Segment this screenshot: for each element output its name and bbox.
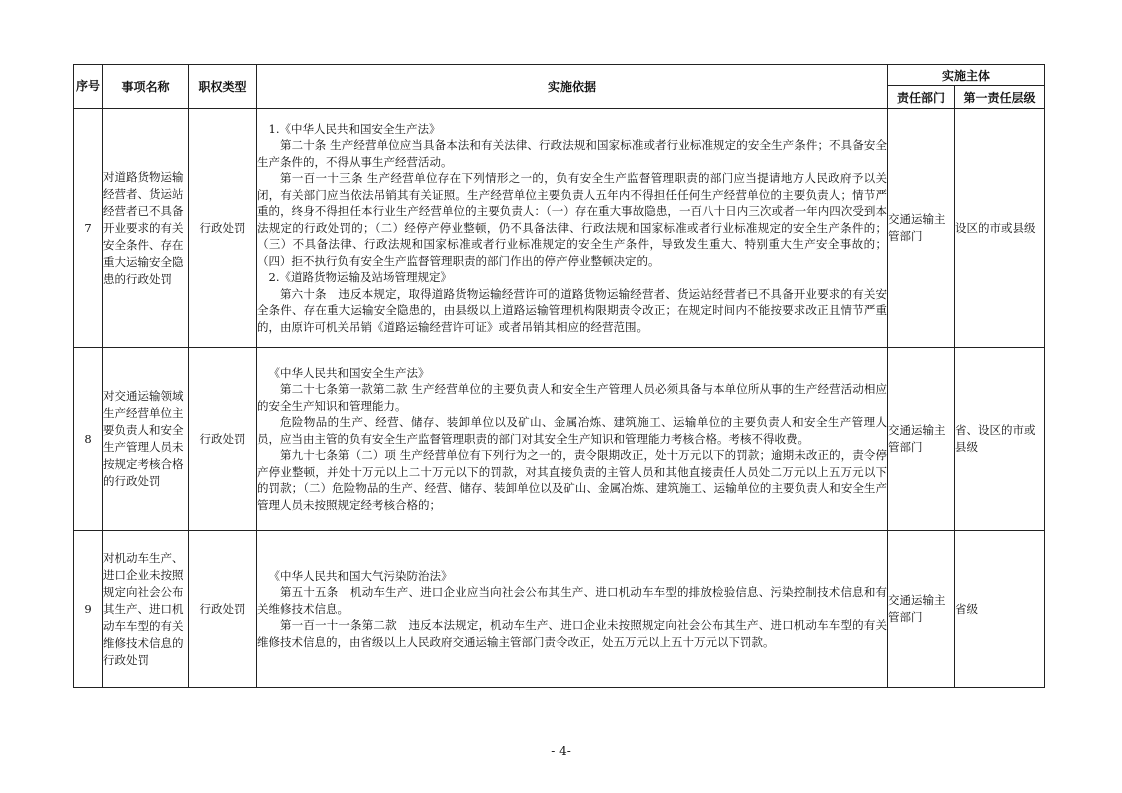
row-item-name: 对道路货物运输经营者、货运站经营者已不具备开业要求的有关安全条件、存在重大运输安全隐患的行政处罚 bbox=[103, 109, 189, 348]
row-level: 设区的市或县级 bbox=[955, 109, 1045, 348]
basis-law-title: 2.《道路货物运输及站场管理规定》 bbox=[268, 270, 452, 285]
table-row bbox=[74, 348, 1045, 531]
row-dept: 交通运输主管部门 bbox=[888, 109, 955, 348]
table-row bbox=[74, 531, 1045, 688]
row-seq: 9 bbox=[74, 531, 103, 688]
row-basis bbox=[257, 109, 888, 348]
header-subject: 实施主体 bbox=[888, 65, 1045, 86]
row-basis bbox=[257, 348, 888, 531]
header-seq: 序号 bbox=[74, 65, 103, 109]
row-power-type: 行政处罚 bbox=[189, 109, 257, 348]
enforcement-table bbox=[73, 64, 1045, 688]
basis-paragraph: 第六十条 违反本规定，取得道路货物运输经营许可的道路货物运输经营者、货运站经营者已不具备开业要求的有关安全条件、存在重大运输安全隐患的，由县级以上道路运输管理机构限期责令改正；在规定时间内不能按要求改正且情节严重的，由原许可机关吊销《道路运输经营许可证》或者吊销其相应的经营范围。 bbox=[257, 286, 887, 334]
basis-paragraph: 第二十条 生产经营单位应当具备本法和有关法律、行政法规和国家标准或者行业标准规定的安全生产条件；不具备安全生产条件的，不得从事生产经营活动。 bbox=[257, 138, 887, 169]
row-dept: 交通运输主管部门 bbox=[888, 348, 955, 531]
basis-law-title: 《中华人民共和国安全生产法》 bbox=[268, 365, 430, 380]
row-power-type: 行政处罚 bbox=[189, 531, 257, 688]
header-basis: 实施依据 bbox=[257, 65, 888, 109]
row-dept: 交通运输主管部门 bbox=[888, 531, 955, 688]
basis-paragraph: 危险物品的生产、经营、储存、装卸单位以及矿山、金属冶炼、建筑施工、运输单位的主要负责人和安全生产管理人员，应当由主管的负有安全生产监督管理职责的部门对其安全生产知识和管理能力考核合格。考核不得收费。 bbox=[257, 415, 887, 446]
header-power-type: 职权类型 bbox=[189, 65, 257, 109]
basis-paragraph: 第五十五条 机动车生产、进口企业应当向社会公布其生产、进口机动车车型的排放检验信息、污染控制技术信息和有关维修技术信息。 bbox=[257, 585, 887, 616]
row-item-name: 对交通运输领域生产经营单位主要负责人和安全生产管理人员未按规定考核合格的行政处罚 bbox=[103, 348, 189, 531]
basis-law-title: 1.《中华人民共和国安全生产法》 bbox=[268, 121, 441, 136]
basis-paragraph: 第一百一十一条第二款 违反本法规定，机动车生产、进口企业未按照规定向社会公布其生产、进口机动车车型的有关维修技术信息的，由省级以上人民政府交通运输主管部门责令改正，处五万元以上五十万元以下罚款。 bbox=[257, 618, 887, 649]
header-item-name: 事项名称 bbox=[103, 65, 189, 109]
basis-paragraph: 第一百一十三条 生产经营单位存在下列情形之一的，负有安全生产监督管理职责的部门应当提请地方人民政府予以关闭，有关部门应当依法吊销其有关证照。生产经营单位主要负责人五年内不得担任任何生产经营单位的主要负责人；情节严重的，终身不得担任本行业生产经营单位的主要负责人：（一）存在重大事故隐患，一百八十日内三次或者一年内四次受到本法规定的行政处罚的；（二）经停产停业整顿，仍不具备法律、行政法规和国家标准或者行业标准规定的安全生产条件的；（三）不具备法律、行政法规和国家标准或者行业标准规定的安全生产条件，导致发生重大、特别重大生产安全事故的；（四）拒不执行负有安全生产监督管理职责的部门作出的停产停业整顿决定的。 bbox=[257, 171, 887, 268]
basis-paragraph: 第九十七条第（二）项 生产经营单位有下列行为之一的，责令限期改正，处十万元以下的罚款；逾期未改正的，责令停产停业整顿，并处十万元以上二十万元以下的罚款，对其直接负责的主管人员和其他直接责任人员处二万元以上五万元以下的罚款；（二）危险物品的生产、经营、储存、装卸单位以及矿山、金属冶炼、建筑施工、运输单位的主要负责人和安全生产管理人员未按照规定经考核合格的； bbox=[257, 448, 887, 512]
row-level: 省级 bbox=[955, 531, 1045, 688]
basis-law-title: 《中华人民共和国大气污染防治法》 bbox=[268, 568, 453, 583]
table-row bbox=[74, 109, 1045, 348]
row-seq: 8 bbox=[74, 348, 103, 531]
page-number: - 4- bbox=[551, 744, 571, 758]
row-level: 省、设区的市或县级 bbox=[955, 348, 1045, 531]
row-seq: 7 bbox=[74, 109, 103, 348]
header-dept: 责任部门 bbox=[888, 86, 955, 109]
basis-paragraph: 第二十七条第一款第二款 生产经营单位的主要负责人和安全生产管理人员必须具备与本单位所从事的生产经营活动相应的安全生产知识和管理能力。 bbox=[257, 382, 887, 413]
row-item-name: 对机动车生产、进口企业未按照规定向社会公布其生产、进口机动车车型的有关维修技术信息的行政处罚 bbox=[103, 531, 189, 688]
row-power-type: 行政处罚 bbox=[189, 348, 257, 531]
row-basis bbox=[257, 531, 888, 688]
header-level: 第一责任层级 bbox=[955, 86, 1045, 109]
